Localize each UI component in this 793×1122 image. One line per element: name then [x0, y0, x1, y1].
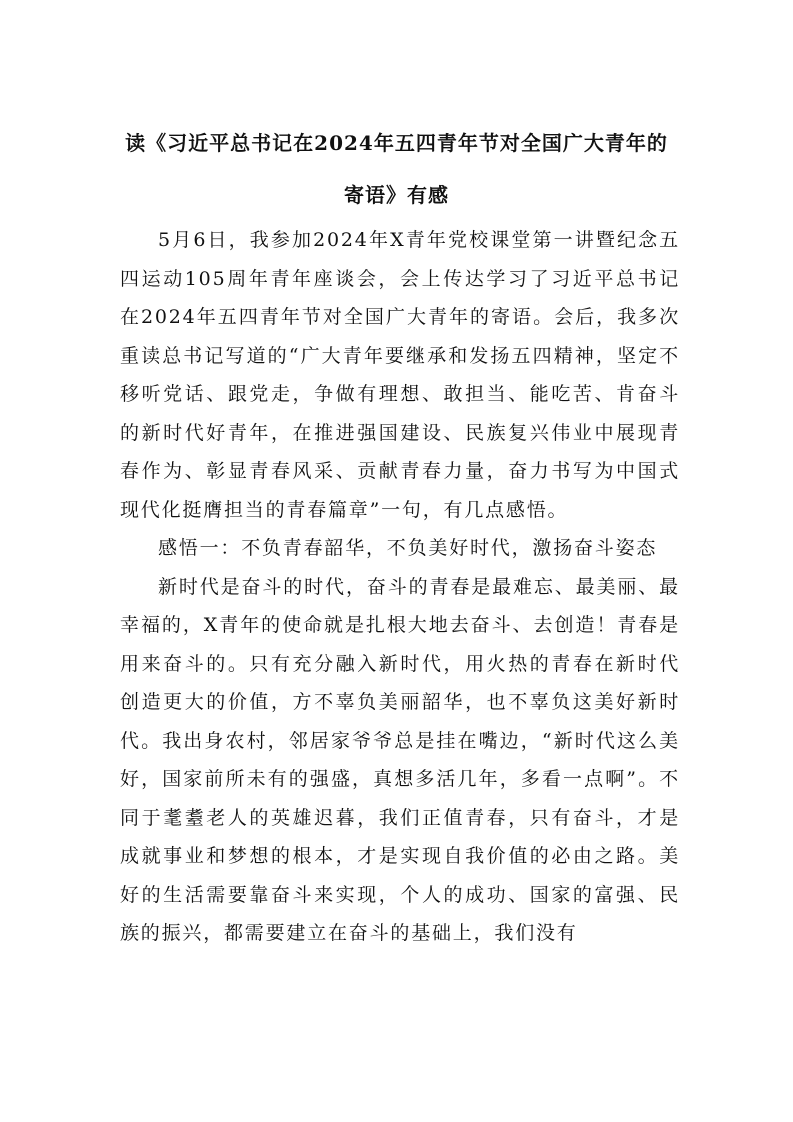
document-body [120, 221, 680, 953]
document-title-line-2: 寄语》有感 [344, 183, 449, 207]
document-title-line-1: 读《习近平总书记在2024年五四青年节对全国广大青年的 [125, 131, 668, 155]
section-heading-insight-1: 感悟一：不负青春韶华，不负美好时代，激扬奋斗姿态 [158, 537, 658, 559]
paragraph-intro: 5月6日，我参加2024年X青年党校课堂第一讲暨纪念五四运动105周年青年座谈会，会上传达学习了习近平总书记在2024年五四青年节对全国广大青年的寄语。会后，我多次重读总书记写道的“广大青年要继承和发扬五四精神，坚定不移听党话、跟党走，争做有理想、敢担当、能吃苦、肯奋斗的新时代好青年，在推进强国建设、民族复兴伟业中展现青春作为、彰显青春风采、贡献青春力量，奋力书写为中国式现代化挺膺担当的青春篇章”一句，有几点感悟。 [120, 229, 680, 521]
paragraph-insight-1: 新时代是奋斗的时代，奋斗的青春是最难忘、最美丽、最幸福的，X青年的使命就是扎根大地去奋斗、去创造！青春是用来奋斗的。只有充分融入新时代，用火热的青春在新时代创造更大的价值，方不辜负美丽韶华，也不辜负这美好新时代。我出身农村，邻居家爷爷总是挂在嘴边，“新时代这么美好，国家前所未有的强盛，真想多活几年，多看一点啊”。不同于耄耋老人的英雄迟暮，我们正值青春，只有奋斗，才是成就事业和梦想的根本，才是实现自我价值的必由之路。美好的生活需要靠奋斗来实现，个人的成功、国家的富强、民族的振兴，都需要建立在奋斗的基础上，我们没有 [120, 575, 680, 944]
